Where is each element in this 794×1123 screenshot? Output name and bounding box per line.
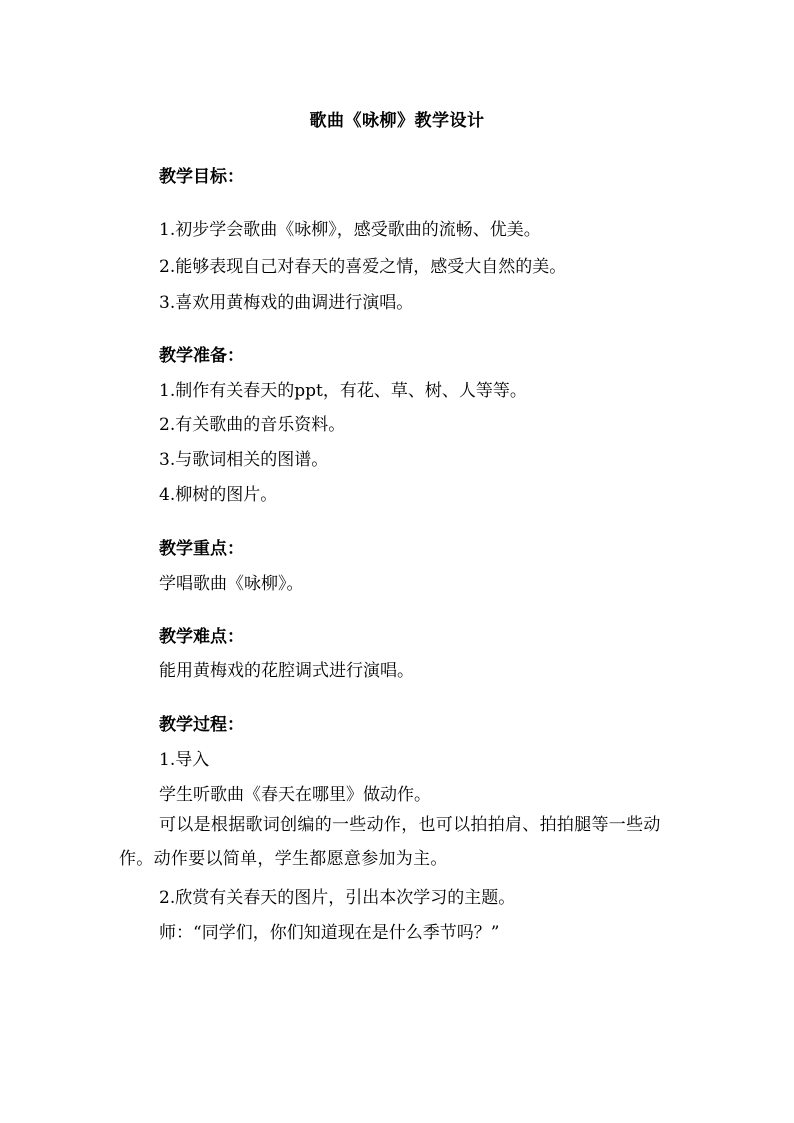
key-point-heading: 教学重点： — [159, 539, 244, 559]
difficulty-text: 能用黄梅戏的花腔调式进行演唱。 — [159, 661, 414, 681]
objective-item-2: 2.能够表现自己对春天的喜爱之情，感受大自然的美。 — [159, 257, 567, 277]
preparation-item-3: 3.与歌词相关的图谱。 — [159, 450, 329, 470]
document-title: 歌曲《咏柳》教学设计 — [309, 111, 485, 131]
preparation-heading: 教学准备： — [159, 346, 244, 366]
objective-item-1: 1.初步学会歌曲《咏柳》，感受歌曲的流畅、优美。 — [159, 220, 541, 240]
process-step-1-note: 可以是根据歌词创编的一些动作，也可以拍拍肩、拍拍腿等一些动作。动作要以简单，学生都愿意参加为主。 — [119, 815, 661, 869]
process-step-1: 1.导入 — [159, 750, 210, 770]
process-heading: 教学过程： — [159, 715, 244, 735]
process-step-1-text: 学生听歌曲《春天在哪里》做动作。 — [159, 785, 431, 805]
teacher-line: 师：“同学们，你们知道现在是什么季节吗？” — [159, 923, 500, 943]
objectives-heading: 教学目标： — [159, 167, 244, 187]
key-point-text: 学唱歌曲《咏柳》。 — [159, 574, 304, 594]
difficulty-heading: 教学难点： — [159, 627, 244, 647]
objective-item-3: 3.喜欢用黄梅戏的曲调进行演唱。 — [159, 293, 414, 313]
process-step-2: 2.欣赏有关春天的图片，引出本次学习的主题。 — [159, 888, 516, 908]
preparation-item-2: 2.有关歌曲的音乐资料。 — [159, 415, 346, 435]
preparation-item-1: 1.制作有关春天的ppt，有花、草、树、人等等。 — [159, 381, 527, 401]
preparation-item-4: 4.柳树的图片。 — [159, 485, 278, 505]
